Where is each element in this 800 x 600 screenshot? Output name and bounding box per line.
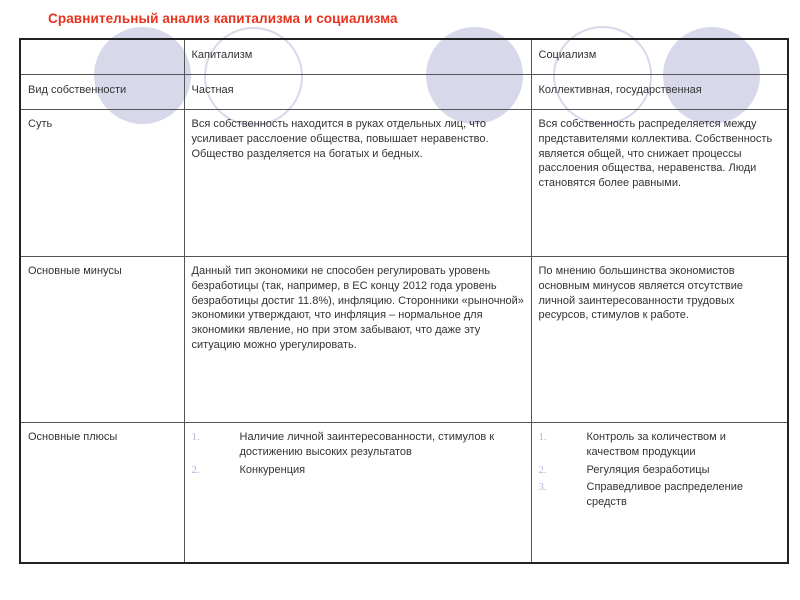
list-text: Справедливое распределение средств [586,481,743,509]
table-row-essence [20,110,788,257]
table-row-minuses [20,257,788,423]
row-label: Суть [20,110,184,257]
header-socialism: Социализм [531,39,788,75]
table-row-ownership [20,75,788,110]
list-number: 2. [538,463,547,476]
cell-capitalism: Данный тип экономики не способен регулировать уровень безработицы (так, например, в ЕС концу 2012 года уровень безработицы достиг 11.8%), инфляцию. Сторонники «рыночной» экономики утверждают, что инфляция – нормальное для экономики явление, но при этом забывают, что даже эту ситуацию можно урегулировать. [184,257,531,423]
list-text: Наличие личной заинтересованности, стимулов к достижению высоких результатов [239,431,495,458]
page-title: Сравнительный анализ капитализма и социализма [48,11,398,26]
cell-capitalism [184,423,531,564]
list-number: 1. [191,431,200,443]
header-empty-cell [20,39,184,75]
header-capitalism: Капитализм [184,39,531,75]
table-row-pluses [20,423,788,564]
cell-socialism: Коллективная, государственная [531,75,788,110]
list-item [192,463,525,478]
cell-socialism: Вся собственность распределяется между представителями коллектива. Собственность является общей, что снижает процессы расслоения общества, неравенства. Люди становятся более равными. [531,110,788,257]
list-item [539,480,782,510]
list-item [192,430,525,460]
socialism-pluses-list [539,430,782,510]
list-number: 3. [538,481,547,494]
cell-capitalism: Частная [184,75,531,110]
capitalism-pluses-list [192,430,525,477]
comparison-table [19,38,789,564]
list-number: 2. [191,463,200,476]
cell-socialism: По мнению большинства экономистов основным минусов является отсутствие личной заинтересованности трудовых ресурсов, стимулов к работе. [531,257,788,423]
row-label: Вид собственности [20,75,184,110]
list-text: Регуляция безработицы [586,463,710,476]
cell-capitalism: Вся собственность находится в руках отдельных лиц, что усиливает расслоение общества, повышает неравенство. Общество разделяется на богатых и бедных. [184,110,531,257]
list-item [539,463,782,478]
row-label: Основные минусы [20,257,184,423]
table-header-row [20,39,788,75]
list-item [539,430,782,460]
cell-socialism [531,423,788,564]
row-label: Основные плюсы [20,423,184,564]
list-number: 1. [538,431,547,443]
list-text: Контроль за количеством и качеством продукции [586,431,726,458]
list-text: Конкуренция [239,463,306,476]
